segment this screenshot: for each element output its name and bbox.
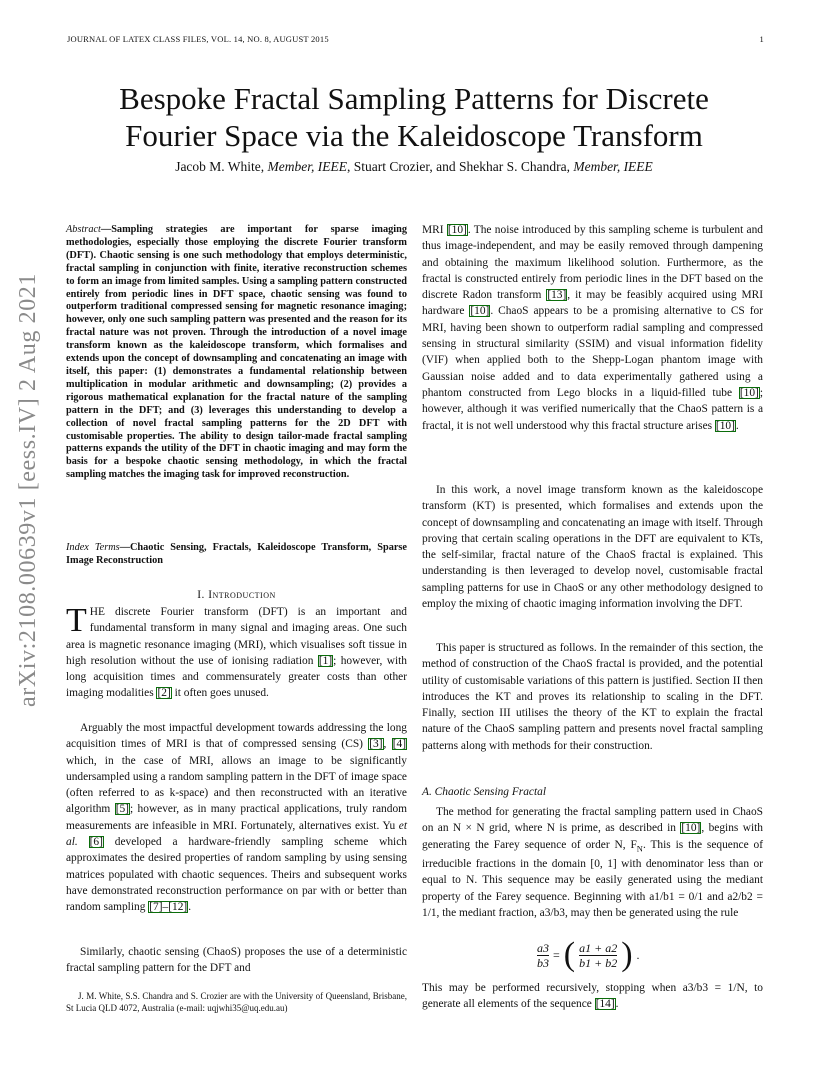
citation-link[interactable]: [5] [115,803,129,816]
title-line-1: Bespoke Fractal Sampling Patterns for Discrete [119,81,709,116]
left-paren: ( [563,936,576,973]
body-text: , it may be feasibly acquired using MRI hardware [422,289,763,318]
subsection-heading: A. Chaotic Sensing Fractal [422,786,547,798]
paper-title [60,80,768,154]
body-text: ; however, although it was verified numerically that the ChaoS pattern is a fractal, it is not well understood why this fractal structure arises [422,386,763,432]
abstract-lead: Abstract [66,224,101,235]
citation-link[interactable]: [6] [89,836,103,849]
abstract [66,224,407,482]
author-list [60,159,768,175]
citation-link[interactable]: [2] [157,687,171,700]
intro-text: . [188,901,192,914]
page-number: 1 [759,34,764,44]
intro-text: ; however, with long acquisition times and commensurately greater costs than other imaging modalities [66,654,408,700]
author-1-membership: Member, IEEE [267,159,348,174]
body-text: This may be performed recursively, stopping when a3/b3 = 1/N, to generate all elements of the sequence [422,982,763,1011]
intro-text: developed a hardware-friendly sampling scheme which approximates the desired properties of random sampling by using sensing matrices populated with chaotic sequences. Theirs and subsequent works have demonstrated reconstruction performance on par with or better than random sampling [66,836,407,914]
body-text: , begins with generating the Farey sequence of order N, F [422,822,763,851]
citation-link[interactable]: [3] [369,738,383,751]
body-text: . The noise introduced by this sampling scheme is turbulent and thus image-independent, and may be easily removed through dampening and obtaining the maximum likelihood solution. Furthermore, as the fractal is constructed entirely from periodic lines in the DFT based on the discrete Radon transform [422,224,763,302]
body-text: . ChaoS appears to be a promising alternative to CS for MRI, having been shown to outperform radial sampling and compressed sensing in structural similarity (SSIM) and visual information fidelity (VIF) when applied both to the Shepp-Logan phantom image with Gaussian noise added and to data experimentally gathered using a phantom constructed from Lego blocks in a liquid-filled tube [422,305,763,399]
arxiv-identifier: arXiv:2108.00639v1 [eess.IV] 2 Aug 2021 [15,273,41,708]
intro-paragraph-2 [66,720,407,916]
intro-text: it often goes unused. [171,687,269,700]
index-terms-lead: Index Terms [66,542,120,553]
mediant-equation [537,938,640,972]
index-terms-text: —Chaotic Sensing, Fractals, Kaleidoscope Transform, Sparse Image Reconstruction [66,542,407,566]
intro-text: Arguably the most impactful development towards addressing the long acquisition times of MRI is that of compressed sensing (CS) [66,722,407,751]
body-text: . [615,998,619,1011]
running-header: JOURNAL OF LATEX CLASS FILES, VOL. 14, NO. 8, AUGUST 2015 [67,34,329,44]
title-line-2: Fourier Space via the Kaleidoscope Transform [125,118,703,153]
intro-text: which, in the case of MRI, allows an image to be significantly undersampled using a random sampling pattern in the DFT of image space (often referred to as k-space) and then reconstructed with an iterative algorithm [66,754,407,816]
right-paren: ) [621,936,633,973]
eq-denominator: b1 + b2 [579,955,618,970]
right-paragraph-5 [422,980,763,1013]
citation-link[interactable]: [13] [547,289,567,302]
citation-link[interactable]: [10] [447,224,467,236]
index-terms [66,542,407,568]
author-2-3: , Stuart Crozier, and Shekhar S. Chandra, [347,159,574,174]
eq-rhs-fraction [579,941,617,970]
eq-lhs-fraction [537,941,549,970]
body-text: MRI [422,224,447,236]
intro-text: HE discrete Fourier transform (DFT) is an important and fundamental transform in many signal and imaging areas. One such area is magnetic resonance imaging (MRI), which visualises soft tissue in high resolution without the use of ionising radiation [66,606,407,667]
citation-link[interactable]: [10] [681,822,701,835]
period: . [636,947,640,962]
abstract-text: —Sampling strategies are important for sparse imaging methodologies, especially those employing the discrete Fourier transform (DFT). Chaotic sensing is one such methodology that employs deterministic, fractal sampling in conjunction with finite, iterative reconstruction schemes to form an image from limited samples. Using a sampling pattern constructed entirely from periodic lines in DFT space, chaotic sensing was found to outperform traditional compressed sensing for magnetic resonance imaging; however, only one such sampling pattern was presented and the reason for its fractal nature was not proven. Through the introduction of a novel image transform known as the kaleidoscope transform, which formalises and extends upon the concept of downsampling and concatenating an image with itself, this paper: (1) demonstrates a fundamental relationship between multiplication in modular arithmetic and downsampling; (2) provides a rigorous mathematical explanation for the fractal nature of the sampling pattern in the DFT; and (3) leverages this understanding to develop a collection of novel fractal sampling patterns for the 2D DFT with customisable properties. The ability to design tailor-made fractal sampling patterns expands the utility of the DFT in chaotic imaging and may form the basis for a bespoke chaotic sensing methodology, in which the fractal sampling matches the imaging task for improved reconstruction. [66,224,407,481]
citation-link[interactable]: [10] [470,305,490,318]
body-text: . [735,419,739,432]
intro-paragraph-3: Similarly, chaotic sensing (ChaoS) proposes the use of a deterministic fractal sampling pattern for the DFT and [66,946,407,975]
intro-text: et al. [66,819,407,849]
intro-text: , [383,738,392,751]
citation-link[interactable]: [4] [392,738,406,751]
right-paragraph-4 [422,804,763,921]
body-text: The method for generating the fractal sampling pattern used in ChaoS on an N × N grid, where N is prime, as described in [422,806,763,835]
citation-link[interactable]: [14] [595,998,615,1011]
right-paragraph-2: In this work, a novel image transform known as the kaleidoscope transform (KT) is presented, which formalises and extends upon the concept of downsampling and concatenating an image with itself. Through proving that certain scaling operations in the DFT are equivalent to KTs, the self-similar, fractal nature of the ChaoS fractal is explained. This understanding is then leveraged to develop novel, customisable fractal sampling patterns for use in ChaoS or any other methodology designed to employ the mixing of chaotic imaging information involving the DFT. [422,484,763,611]
footnote: J. M. White, S.S. Chandra and S. Crozier are with the University of Queensland, Brisbane, St Lucia QLD 4072, Australia (e-mail: uqjwhi35@uq.edu.au) [66,991,407,1014]
citation-link[interactable]: [7]–[12] [149,901,188,914]
equals-sign: = [553,947,560,962]
author-1: Jacob M. White, [175,159,268,174]
eq-numerator: a1 + a2 [579,940,618,955]
author-3-membership: Member, IEEE [573,159,653,174]
subscript: N [636,842,643,853]
intro-text: ; however, as in many practical applications, truly random measurements are infeasible in MRI. Fortunately, alternatives exist. Yu [66,803,407,832]
right-paragraph-1 [422,222,763,434]
section-heading: I. Introduction [197,589,276,601]
citation-link[interactable]: [1] [318,654,333,667]
eq-denominator: b3 [537,955,549,970]
citation-link[interactable]: [10] [715,419,735,432]
intro-paragraph-1 [66,604,407,702]
citation-link[interactable]: [10] [739,386,759,399]
drop-cap: T [66,602,87,639]
eq-numerator: a3 [537,940,549,955]
right-paragraph-3: This paper is structured as follows. In the remainder of this section, the method of construction of the ChaoS fractal is provided, and the potential utility of customisable variations of this pattern is justified. Section II then introduces the KT and proves its relationship to scaling in the DFT. Finally, section III utilises the theory of the KT to explain the fractal nature of the ChaoS sampling pattern and presents novel fractal sampling patterns along with methods for their construction. [422,642,763,752]
body-text: . This is the sequence of irreducible fractions in the domain [0, 1] with denominator less than or equal to N. This sequence may be easily generated using the mediant property of the Farey sequence. Beginning with a1/b1 = 0/1 and a2/b2 = 1/1, the mediant fraction, a3/b3, may then be generated using the rule [422,838,764,920]
